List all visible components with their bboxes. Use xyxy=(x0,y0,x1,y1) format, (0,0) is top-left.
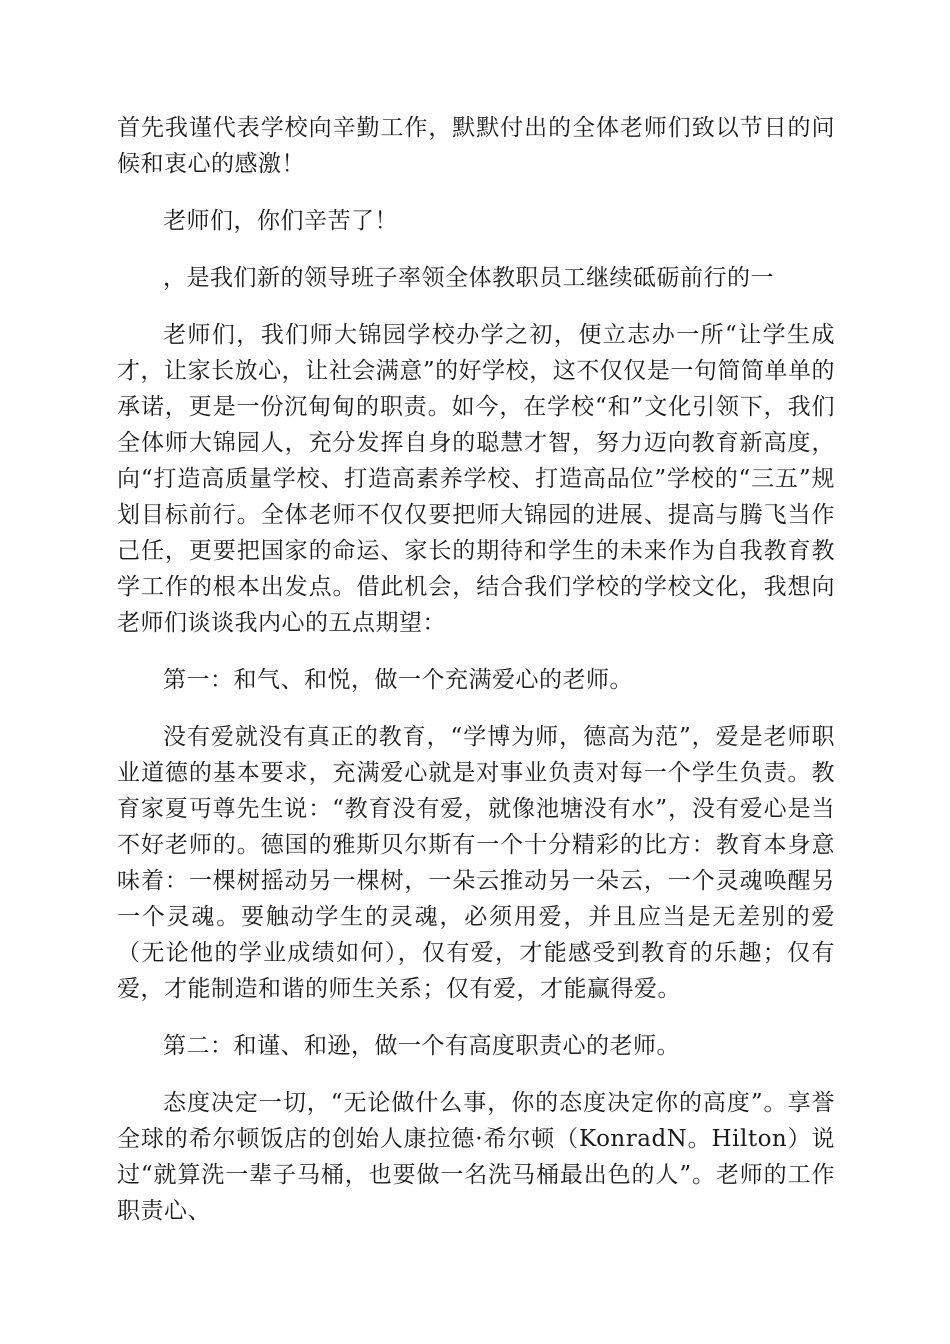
paragraph-2: 老师们，你们辛苦了！ xyxy=(163,208,398,234)
paragraph-5-heading: 第一：和气、和悦，做一个充满爱心的老师。 xyxy=(163,667,633,693)
paragraph-7-heading: 第二：和谨、和逊，做一个有高度职责心的老师。 xyxy=(163,1033,680,1059)
paragraph-8: 态度决定一切，“无论做什么事，你的态度决定你的高度”。享誉全球的希尔顿饭店的创始人康拉德·希尔顿（KonradN。Hilton）说过“就算洗一辈子马桶，也要做一名洗马桶最出色的人”。老师的工作职责心、 xyxy=(117,1090,835,1224)
paragraph-3: ，是我们新的领导班子率领全体教职员工继续砥砺前行的一 xyxy=(163,265,774,291)
paragraph-4: 老师们，我们师大锦园学校办学之初，便立志办一所“让学生成才，让家长放心，让社会满意”的好学校，这不仅仅是一句简简单单的承诺，更是一份沉甸甸的职责。如今，在学校“和”文化引领下，我们全体师大锦园人，充分发挥自身的聪慧才智，努力迈向教育新高度，向“打造高质量学校、打造高素养学校、打造高品位”学校的“三五”规划目标前行。全体老师不仅仅要把师大锦园的进展、提高与腾飞当作己任，更要把国家的命运、家长的期待和学生的未来作为自我教育教学工作的根本出发点。借此机会，结合我们学校的学校文化，我想向老师们谈谈我内心的五点期望： xyxy=(117,322,835,636)
document-body xyxy=(117,110,835,1250)
paragraph-1: 首先我谨代表学校向辛勤工作，默默付出的全体老师们致以节日的问候和衷心的感激！ xyxy=(117,115,835,177)
paragraph-6: 没有爱就没有真正的教育，“学博为师，德高为范”，爱是老师职业道德的基本要求，充满爱心就是对事业负责对每一个学生负责。教育家夏丏尊先生说：“教育没有爱，就像池塘没有水”，没有爱心是当不好老师的。德国的雅斯贝尔斯有一个十分精彩的比方：教育本身意味着：一棵树摇动另一棵树，一朵云推动另一朵云，一个灵魂唤醒另一个灵魂。要触动学生的灵魂，必须用爱，并且应当是无差别的爱（无论他的学业成绩如何），仅有爱，才能感受到教育的乐趣；仅有爱，才能制造和谐的师生关系；仅有爱，才能赢得爱。 xyxy=(117,724,835,1002)
